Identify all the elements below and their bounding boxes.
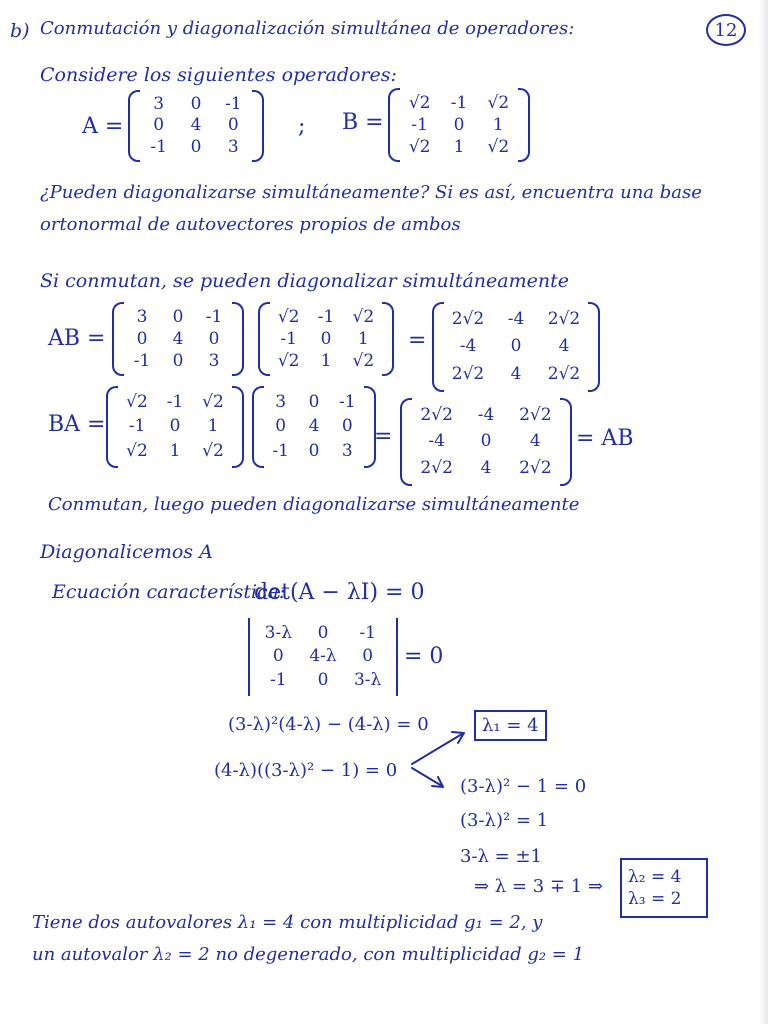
matrix-cell: -1 [450, 92, 468, 113]
matrix-cell: 3 [208, 350, 220, 371]
matrix-cell: 0 [317, 623, 329, 644]
matrix-cell: -1 [166, 391, 184, 412]
matrix-cell: -1 [128, 416, 146, 437]
diag-heading: Diagonalicemos A [40, 541, 213, 563]
matrix-cell: 4-λ [309, 646, 337, 667]
arrow-head-branch [432, 777, 443, 787]
matrix-cell: 0 [169, 416, 181, 437]
matrix-cell: 2√2 [547, 309, 581, 330]
matrix-cell: √2 [202, 391, 224, 412]
matrix-cell: 3 [275, 391, 287, 412]
branch-step-2: (3-λ)² = 1 [460, 810, 549, 831]
matrix-cell: 2√2 [451, 363, 485, 384]
matrix-cell: 0 [317, 669, 329, 690]
lambda3-value: λ₃ = 2 [628, 889, 682, 910]
arrow-head-lambda1 [452, 732, 464, 743]
matrix-cell: 0 [172, 350, 184, 371]
matrix-b-label: B = [342, 110, 384, 135]
separator: ; [298, 114, 306, 139]
matrix-b [400, 92, 518, 158]
matrix-cell: 0 [190, 94, 202, 115]
char-eq-label: Ecuación característica: [52, 581, 286, 603]
matrix-cell: 0 [308, 441, 320, 462]
matrix-cell: -1 [205, 306, 223, 327]
matrix-cell: √2 [277, 350, 300, 371]
matrix-cell: 0 [341, 416, 353, 437]
matrix-cell: 0 [453, 114, 465, 135]
ab-product [444, 306, 588, 388]
matrix-cell: 0 [275, 416, 287, 437]
arrow-to-branch [412, 768, 442, 786]
ba-product [412, 402, 560, 482]
matrix-cell: 0 [308, 391, 320, 412]
matrix-cell: -1 [150, 136, 167, 157]
matrix-cell: 1 [169, 441, 181, 462]
matrix-cell: -1 [225, 94, 242, 115]
matrix-cell: 0 [362, 646, 374, 667]
matrix-cell: 3 [136, 306, 148, 327]
page-edge [758, 0, 768, 1024]
ab-factor-a [124, 306, 232, 372]
matrix-cell: 0 [190, 136, 202, 157]
ba-factor-a [264, 390, 364, 464]
matrix-cell: -4 [459, 336, 477, 357]
ba-factor-b [118, 390, 232, 464]
branch-step-3: 3-λ = ±1 [460, 846, 543, 867]
intro-text: Considere los siguientes operadores: [40, 64, 397, 86]
step-1: (3-λ)²(4-λ) − (4-λ) = 0 [228, 714, 429, 735]
matrix-cell: 2√2 [420, 458, 453, 479]
matrix-cell: 4 [510, 363, 522, 384]
matrix-cell: 2√2 [519, 458, 552, 479]
matrix-cell: 4 [558, 336, 570, 357]
lambda23-box [620, 858, 708, 918]
ba-equals: = [374, 424, 393, 449]
matrix-cell: 0 [208, 328, 220, 349]
matrix-cell: 1 [357, 328, 369, 349]
lambda1-box: λ₁ = 4 [474, 710, 547, 741]
matrix-cell: 0 [480, 431, 492, 452]
commute-statement: Si conmutan, se pueden diagonalizar simultáneamente [40, 270, 569, 292]
matrix-cell: -4 [428, 431, 445, 452]
question-line-1: ¿Pueden diagonalizarse simultáneamente? Si es así, encuentra una base [40, 182, 702, 203]
branch-step-4: ⇒ λ = 3 ∓ 1 ⇒ [474, 876, 603, 897]
matrix-cell: 2√2 [547, 363, 581, 384]
matrix-cell: 4 [529, 431, 541, 452]
summary-line-2: un autovalor λ₂ = 2 no degenerado, con multiplicidad g₂ = 1 [32, 944, 585, 965]
matrix-cell: 1 [207, 416, 219, 437]
matrix-cell: 2√2 [451, 309, 485, 330]
matrix-cell: 3-λ [264, 623, 292, 644]
page-heading: Conmutación y diagonalización simultánea de operadores: [40, 18, 575, 39]
matrix-cell: 2√2 [519, 404, 552, 425]
step-2: (4-λ)((3-λ)² − 1) = 0 [214, 760, 398, 781]
ba-equals-ab: = AB [576, 426, 634, 451]
commute-conclusion: Conmutan, luego pueden diagonalizarse simultáneamente [48, 494, 580, 515]
matrix-cell: -4 [507, 309, 525, 330]
matrix-cell: 2√2 [420, 404, 453, 425]
ab-label: AB = [48, 326, 106, 351]
matrix-cell: -1 [270, 669, 287, 690]
matrix-cell: √2 [202, 441, 224, 462]
problem-label: b) [10, 20, 30, 42]
summary-line-1: Tiene dos autovalores λ₁ = 4 con multiplicidad g₁ = 2, y [32, 912, 543, 933]
matrix-cell: √2 [408, 136, 431, 157]
arrow-to-lambda1 [412, 734, 462, 764]
matrix-cell: -1 [411, 114, 428, 135]
matrix-cell: 0 [510, 336, 522, 357]
page-number-badge: 12 [706, 14, 746, 46]
matrix-cell: √2 [352, 350, 375, 371]
matrix-cell: -4 [477, 404, 495, 425]
ab-factor-b [270, 306, 382, 372]
determinant [256, 622, 390, 692]
lambda2-value: λ₂ = 4 [628, 867, 682, 887]
matrix-cell: √2 [408, 92, 431, 113]
matrix-cell: √2 [487, 92, 510, 113]
matrix-cell: 3 [227, 136, 239, 157]
matrix-cell: 4 [480, 458, 492, 479]
matrix-cell: √2 [126, 391, 148, 412]
matrix-cell: -1 [272, 441, 289, 462]
matrix-cell: 1 [492, 114, 504, 135]
matrix-cell: √2 [352, 306, 375, 327]
matrix-cell: 0 [172, 306, 184, 327]
matrix-cell: 0 [136, 328, 148, 349]
matrix-cell: 3 [341, 441, 353, 462]
matrix-cell: -1 [317, 306, 335, 327]
matrix-cell: 1 [320, 350, 332, 371]
matrix-cell: 3 [153, 94, 165, 115]
matrix-cell: 4 [172, 328, 184, 349]
ab-equals: = [408, 328, 427, 353]
matrix-cell: √2 [277, 306, 300, 327]
matrix-cell: 4 [190, 115, 202, 136]
question-line-2: ortonormal de autovectores propios de ambos [40, 214, 461, 235]
matrix-cell: 4 [308, 416, 320, 437]
matrix-cell: 0 [153, 115, 165, 136]
matrix-a [140, 94, 252, 158]
matrix-cell: √2 [126, 441, 148, 462]
matrix-cell: 3-λ [353, 669, 382, 690]
matrix-cell: -1 [280, 328, 297, 349]
det-equals-zero: = 0 [404, 644, 444, 669]
branch-step-1: (3-λ)² − 1 = 0 [460, 776, 587, 797]
matrix-cell: 0 [227, 115, 239, 136]
matrix-cell: -1 [359, 623, 376, 644]
matrix-cell: -1 [339, 391, 356, 412]
matrix-a-label: A = [82, 114, 124, 139]
ba-label: BA = [48, 412, 106, 437]
matrix-cell: √2 [487, 136, 510, 157]
matrix-cell: 1 [453, 136, 465, 157]
matrix-cell: 0 [272, 646, 284, 667]
char-eq: det(A − λI) = 0 [254, 580, 425, 605]
matrix-cell: 0 [320, 328, 332, 349]
matrix-cell: -1 [133, 350, 151, 371]
